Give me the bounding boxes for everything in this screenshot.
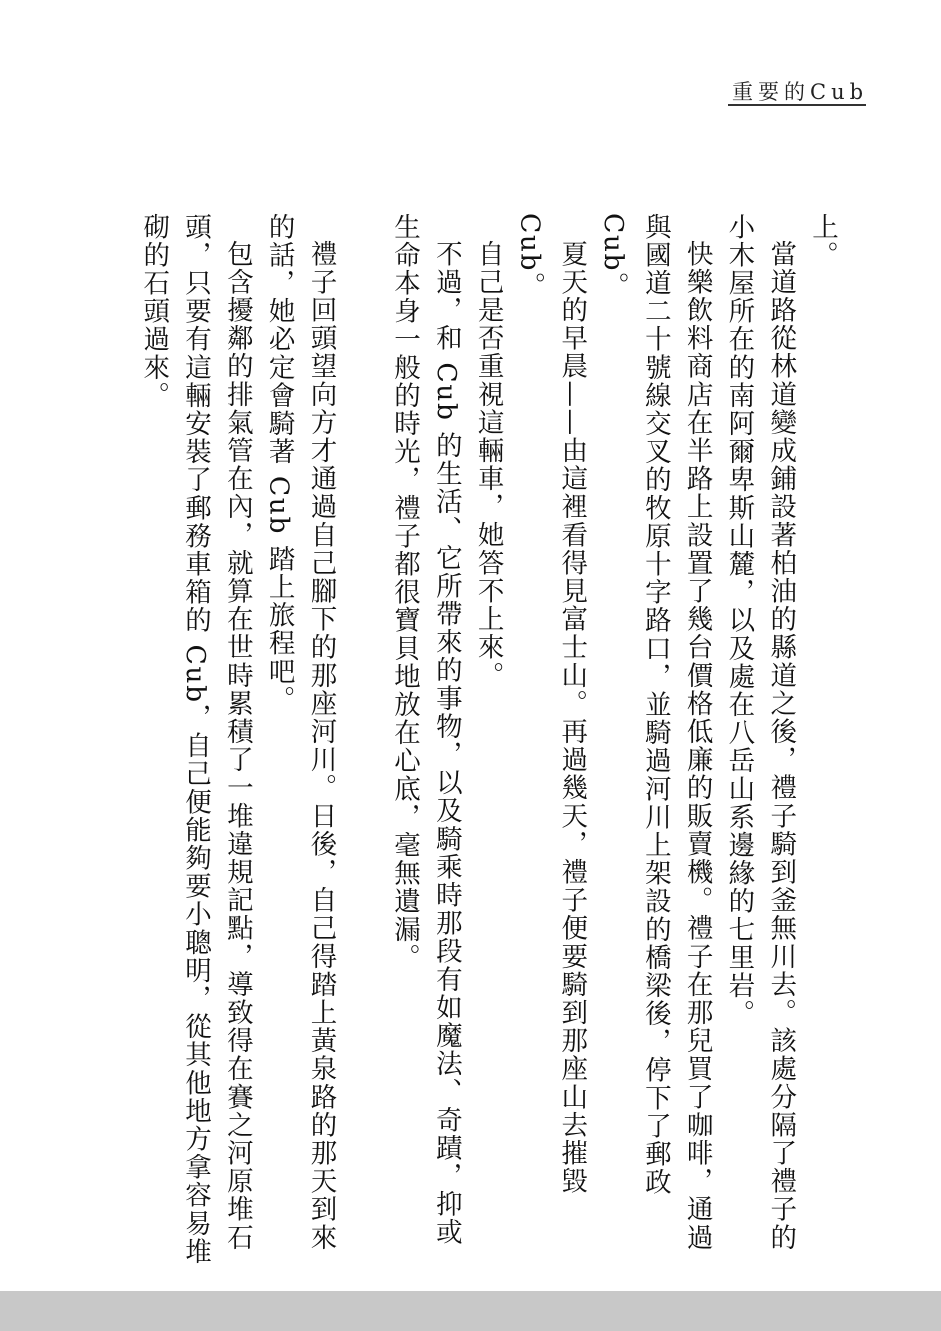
paragraph-1: 上。 xyxy=(807,213,838,270)
paragraph-7: 禮子回頭望向方才通過自己腳下的那座河川。日後，自己得踏上黃泉路的那天到來的話，她必定會騎著 Cub 踏上旅程吧。 xyxy=(263,213,337,1252)
paragraph-4: 夏天的早晨——由這裡看得見富士山。再過幾天，禮子便要騎到那座山去摧毀 Cub。 xyxy=(514,213,588,1195)
book-title: 重要的Cub xyxy=(732,80,869,104)
paragraph-6: 不過，和 Cub 的生活、它所帶來的事物，以及騎乘時那段有如魔法、奇蹟，抑或生命本身一般的時光，禮子都很寶貝地放在心底，毫無遺漏。 xyxy=(389,213,462,1246)
footer-band xyxy=(0,1291,941,1331)
paragraph-2: 當道路從林道變成鋪設著柏油的縣道之後，禮子騎到釜無川去。該處分隔了禮子的小木屋所在的南阿爾卑斯山麓，以及處在八岳山系邊緣的七里岩。 xyxy=(723,213,797,1252)
vertical-text-body xyxy=(138,213,843,1273)
paragraph-3: 快樂飲料商店在半路上設置了幾台價格低廉的販賣機。禮子在那兒買了咖啡，通過與國道二十號線交叉的牧原十字路口，並騎過河川上架設的橋梁後，停下了郵政 Cub。 xyxy=(598,213,713,1252)
paragraph-5: 自己是否重視這輛車，她答不上來。 xyxy=(472,239,504,690)
running-header xyxy=(728,72,869,106)
paragraph-8: 包含擾鄰的排氣管在內，就算在世時累積了一堆違規記點，導致得在賽之河原堆石頭，只要有這輛安裝了郵務車箱的 Cub，自己便能夠要小聰明，從其他地方拿容易堆砌的石頭過來。 xyxy=(138,213,253,1266)
